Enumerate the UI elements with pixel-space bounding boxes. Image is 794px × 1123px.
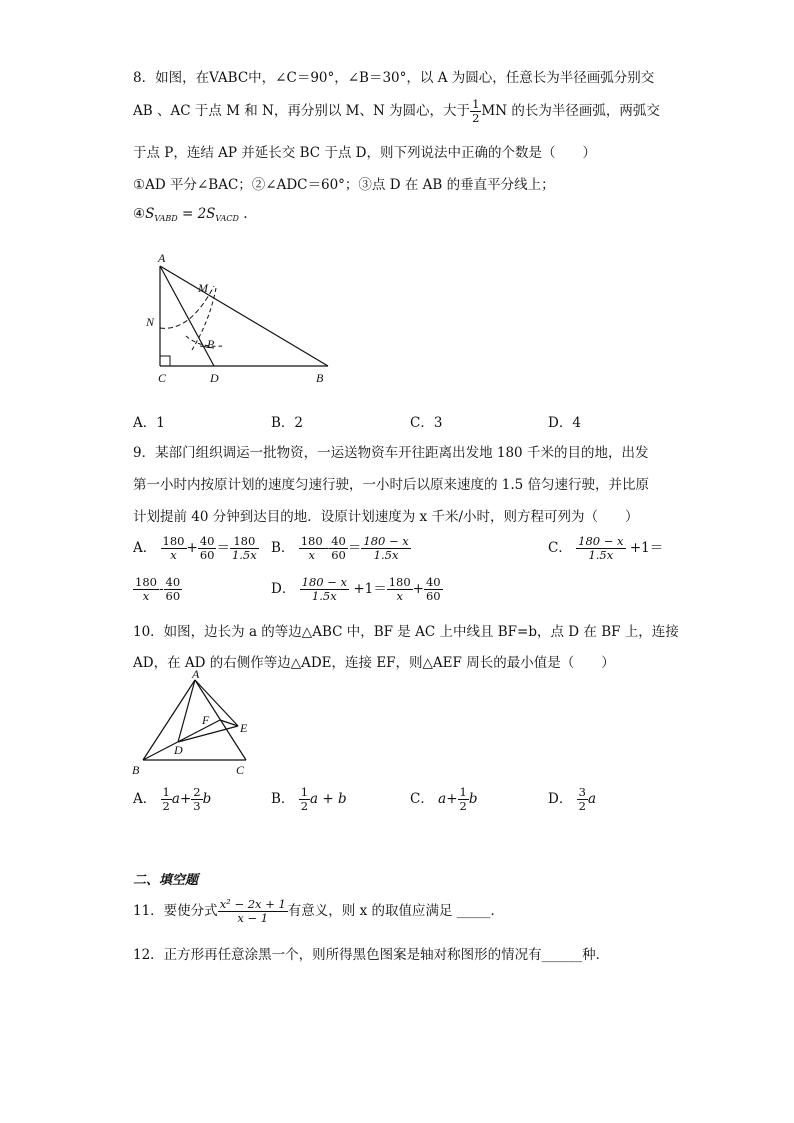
frac: $\frac{180}{x}$ — [300, 534, 323, 562]
option-label: B． — [271, 791, 295, 807]
q11-end: ． — [490, 903, 505, 919]
q11-suffix: 有意义，则 x 的取值应满足 — [287, 903, 453, 919]
q10-figure-triangle — [128, 668, 268, 780]
label-m: M — [198, 281, 208, 295]
label-b: B — [132, 763, 140, 777]
tail: + b — [318, 791, 347, 807]
op: ＝ — [216, 540, 230, 556]
frac: $\frac{180}{x}$ — [135, 575, 157, 603]
frac: $\frac{2}{3}$ — [193, 785, 201, 813]
q8-line5 — [133, 206, 248, 223]
var-b: b — [468, 791, 478, 807]
frac: $\frac{1}{2}$ — [459, 785, 467, 813]
var-a: a — [587, 791, 597, 807]
option-label: D． — [271, 581, 296, 597]
frac: $\frac{180 - x}{1.5x}$ — [363, 534, 409, 562]
s-symbol: S — [145, 206, 155, 222]
q8-line3: 于点 P，连结 AP 并延长交 BC 于点 D，则下列说法中正确的个数是（ ） — [133, 145, 596, 161]
var-b: b — [202, 791, 212, 807]
frac: $\frac{3}{2}$ — [578, 785, 586, 813]
option-label: A． — [133, 540, 157, 556]
label-c: C — [236, 763, 245, 777]
option-label: D． — [548, 791, 573, 807]
op: + — [412, 581, 424, 597]
q10-line1: 10．如图，边长为 a 的等边△ABC 中，BF 是 AC 上中线且 BF=b，点 D 在 BF 上，连接 — [133, 624, 679, 640]
q10-option-c[interactable] — [410, 781, 478, 817]
label-n: N — [146, 315, 155, 329]
label-d: D — [210, 371, 219, 385]
arc-from-n — [186, 336, 222, 346]
q8-option-a[interactable]: A．1 — [133, 415, 165, 431]
side-ab — [143, 680, 195, 760]
frac: $\frac{180 - x}{1.5x}$ — [578, 534, 624, 562]
op: + — [186, 540, 198, 556]
q9-line3: 计划提前 40 分钟到达目的地．设原计划速度为 x 千米/小时，则方程可列为（ ） — [133, 509, 639, 525]
answer-blank[interactable]: _____ — [456, 903, 491, 919]
q9-option-a[interactable] — [133, 530, 259, 566]
frac: $\frac{180}{x}$ — [388, 575, 411, 603]
s-equals: = 2S — [177, 206, 216, 222]
frac: $\frac{40}{60}$ — [331, 534, 346, 562]
q8-line2a: AB 、AC 于点 M 和 N，再分别以 M、N 为圆心，大于 — [133, 103, 471, 119]
op: - — [324, 540, 330, 556]
label-d: D — [174, 743, 183, 757]
line-ad — [178, 680, 195, 742]
frac: $\frac{180}{x}$ — [162, 534, 185, 562]
q10-line2: AD，在 AD 的右侧作等边△ADE，连接 EF，则△AEF 周长的最小值是（ ） — [133, 655, 615, 671]
side-ab — [160, 266, 328, 366]
q9-option-c[interactable] — [548, 530, 663, 566]
fraction-half: $\frac{1}{2}$ — [472, 97, 480, 125]
frac: $\frac{1}{2}$ — [162, 785, 170, 813]
section-title: 二、填空题 — [133, 872, 199, 887]
q10-option-a[interactable] — [133, 781, 211, 817]
op: - — [158, 581, 164, 597]
label-a: A — [158, 251, 166, 265]
option-label: C． — [548, 540, 572, 556]
q11 — [133, 893, 504, 929]
label-f: F — [202, 713, 210, 727]
q9-option-d[interactable] — [271, 571, 443, 607]
q9-line2: 第一小时内按原计划的速度匀速行驶，一小时后以原来速度的 1.5 倍匀速行驶，并比原 — [133, 477, 650, 493]
q8-option-d[interactable]: D．4 — [548, 415, 581, 431]
frac: $\frac{180 - x}{1.5x}$ — [301, 575, 348, 603]
frac: $\frac{40}{60}$ — [199, 534, 215, 562]
label-b: B — [316, 371, 324, 385]
q10-option-d[interactable] — [548, 781, 596, 817]
var-a: a — [310, 791, 319, 807]
s-sub-acd: VACD — [215, 214, 239, 223]
q8-option-c[interactable]: C．3 — [410, 415, 443, 431]
q11-fraction: $\frac{\text{x² − 2x + 1}}{x - 1}$ — [219, 897, 286, 925]
frac: $\frac{40}{60}$ — [165, 575, 181, 603]
circled-4: ④ — [133, 206, 146, 222]
q10-option-b[interactable] — [271, 781, 347, 817]
q8-line2b: MN 的长为半径画弧，两弧交 — [481, 103, 660, 119]
op: ＝ — [347, 540, 362, 556]
right-angle-mark — [160, 356, 170, 366]
label-c: C — [158, 371, 167, 385]
q8-option-b[interactable]: B．2 — [271, 415, 304, 431]
s-end: . — [238, 206, 248, 222]
q9-option-c-cont — [133, 571, 182, 607]
op: + — [179, 791, 192, 807]
var-a: a — [171, 791, 180, 807]
q12: 12．正方形再任意涂黑一个，则所得黑色图案是轴对称图形的情况有______种． — [133, 947, 610, 963]
q8-line1: 8．如图，在VABC中，∠C＝90°，∠B＝30°，以 A 为圆心，任意长为半径画弧分别交 — [133, 70, 655, 86]
op: +1＝ — [353, 581, 387, 597]
q9-line1: 9．某部门组织调运一批物资，一运送物资车开往距离出发地 180 千米的目的地，出发 — [133, 445, 649, 461]
s-sub-abd: VABD — [154, 214, 178, 223]
option-label: C． — [410, 791, 434, 807]
label-a: A — [192, 668, 200, 681]
option-label: A． — [133, 791, 157, 807]
frac: $\frac{40}{60}$ — [425, 575, 441, 603]
frac: $\frac{180}{1.5x}$ — [231, 534, 257, 562]
q11-prefix: 11．要使分式 — [133, 903, 218, 919]
q9-option-b[interactable] — [271, 530, 411, 566]
label-p: P — [207, 337, 215, 351]
op: +1＝ — [629, 540, 664, 556]
label-e: E — [240, 721, 248, 735]
frac: $\frac{1}{2}$ — [300, 785, 309, 813]
q8-line2 — [133, 96, 660, 126]
var-a: a+ — [438, 791, 458, 807]
q8-figure-triangle — [130, 250, 350, 390]
q8-line4: ①AD 平分∠BAC；②∠ADC＝60°；③点 D 在 AB 的垂直平分线上； — [133, 177, 555, 193]
option-label: B． — [271, 540, 295, 556]
